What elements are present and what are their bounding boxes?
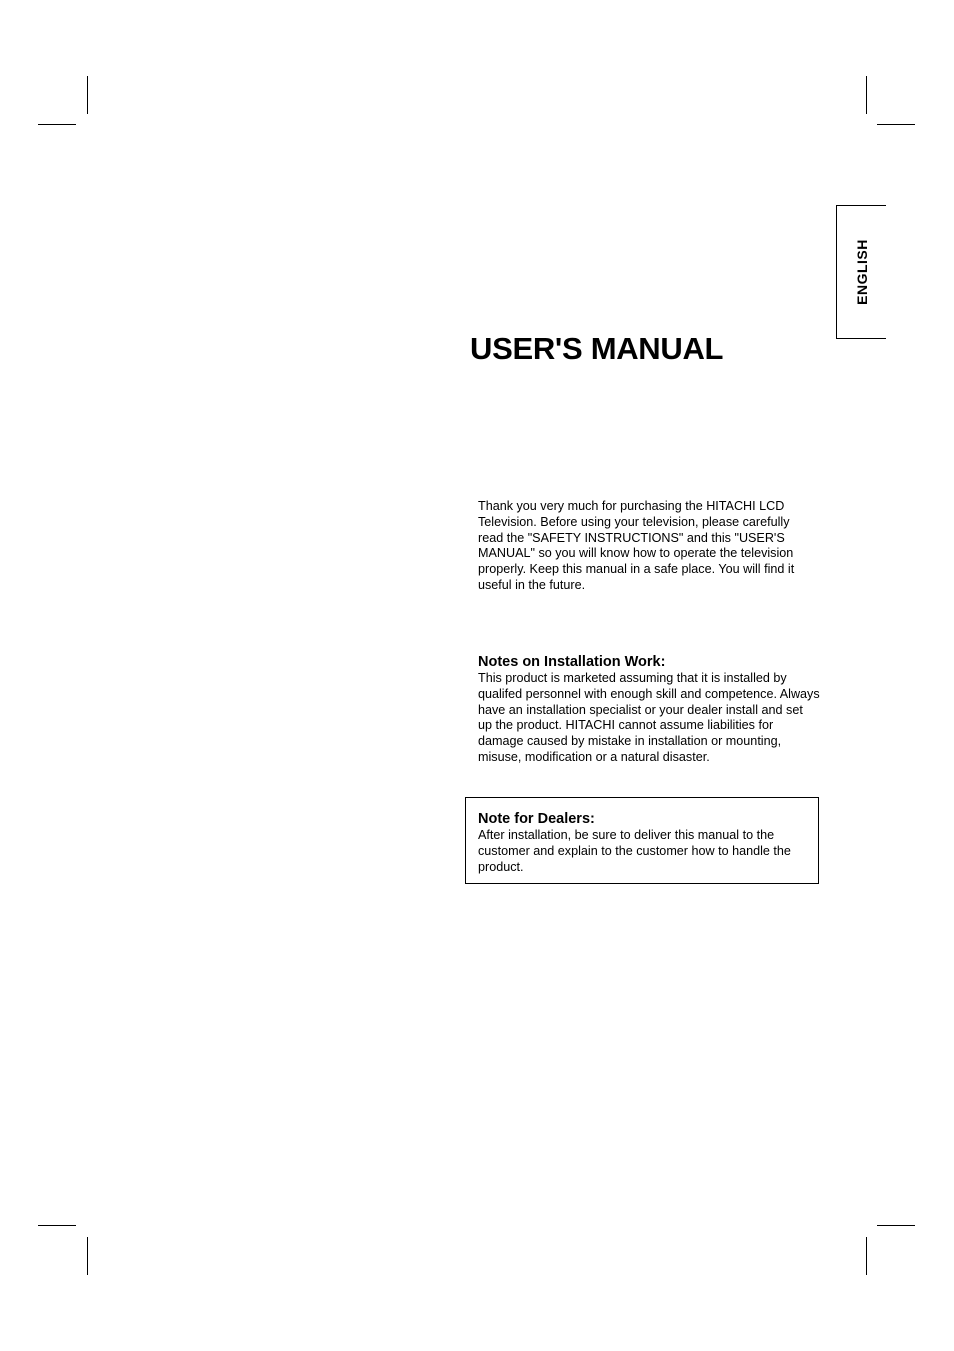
installation-notes-section: [478, 654, 820, 766]
language-tab-label: ENGLISH: [853, 239, 870, 305]
crop-mark-bottom-left-vertical: [87, 1237, 88, 1275]
crop-mark-top-right-horizontal: [877, 124, 915, 125]
installation-notes-body: This product is marketed assuming that it is installed by qualifed personnel with enough skill and competence. Always have an installation specialist or your dealer install and set up the product. HITACHI cannot assume liabilities for damage caused by mistake in installation or mounting, misuse, modification or a natural disaster.: [478, 671, 820, 764]
dealers-note-box: [465, 797, 819, 884]
crop-mark-top-left-vertical: [87, 76, 88, 114]
crop-mark-bottom-left-horizontal: [38, 1225, 76, 1226]
intro-paragraph: Thank you very much for purchasing the HITACHI LCD Television. Before using your television, please carefully read the "SAFETY INSTRUCTIONS" and this "USER'S MANUAL" so you will know how to operate the television properly. Keep this manual in a safe place. You will find it useful in the future.: [478, 499, 795, 592]
page-title: USER'S MANUAL: [470, 331, 724, 366]
crop-mark-top-left-horizontal: [38, 124, 76, 125]
installation-notes-heading: Notes on Installation Work:: [478, 654, 666, 670]
dealers-note-heading: Note for Dealers:: [478, 811, 595, 827]
language-tab: [836, 205, 886, 339]
crop-mark-top-right-vertical: [866, 76, 867, 114]
crop-mark-bottom-right-horizontal: [877, 1225, 915, 1226]
dealers-note-body: After installation, be sure to deliver this manual to the customer and explain to the customer how to handle the product.: [478, 828, 791, 874]
crop-mark-bottom-right-vertical: [866, 1237, 867, 1275]
